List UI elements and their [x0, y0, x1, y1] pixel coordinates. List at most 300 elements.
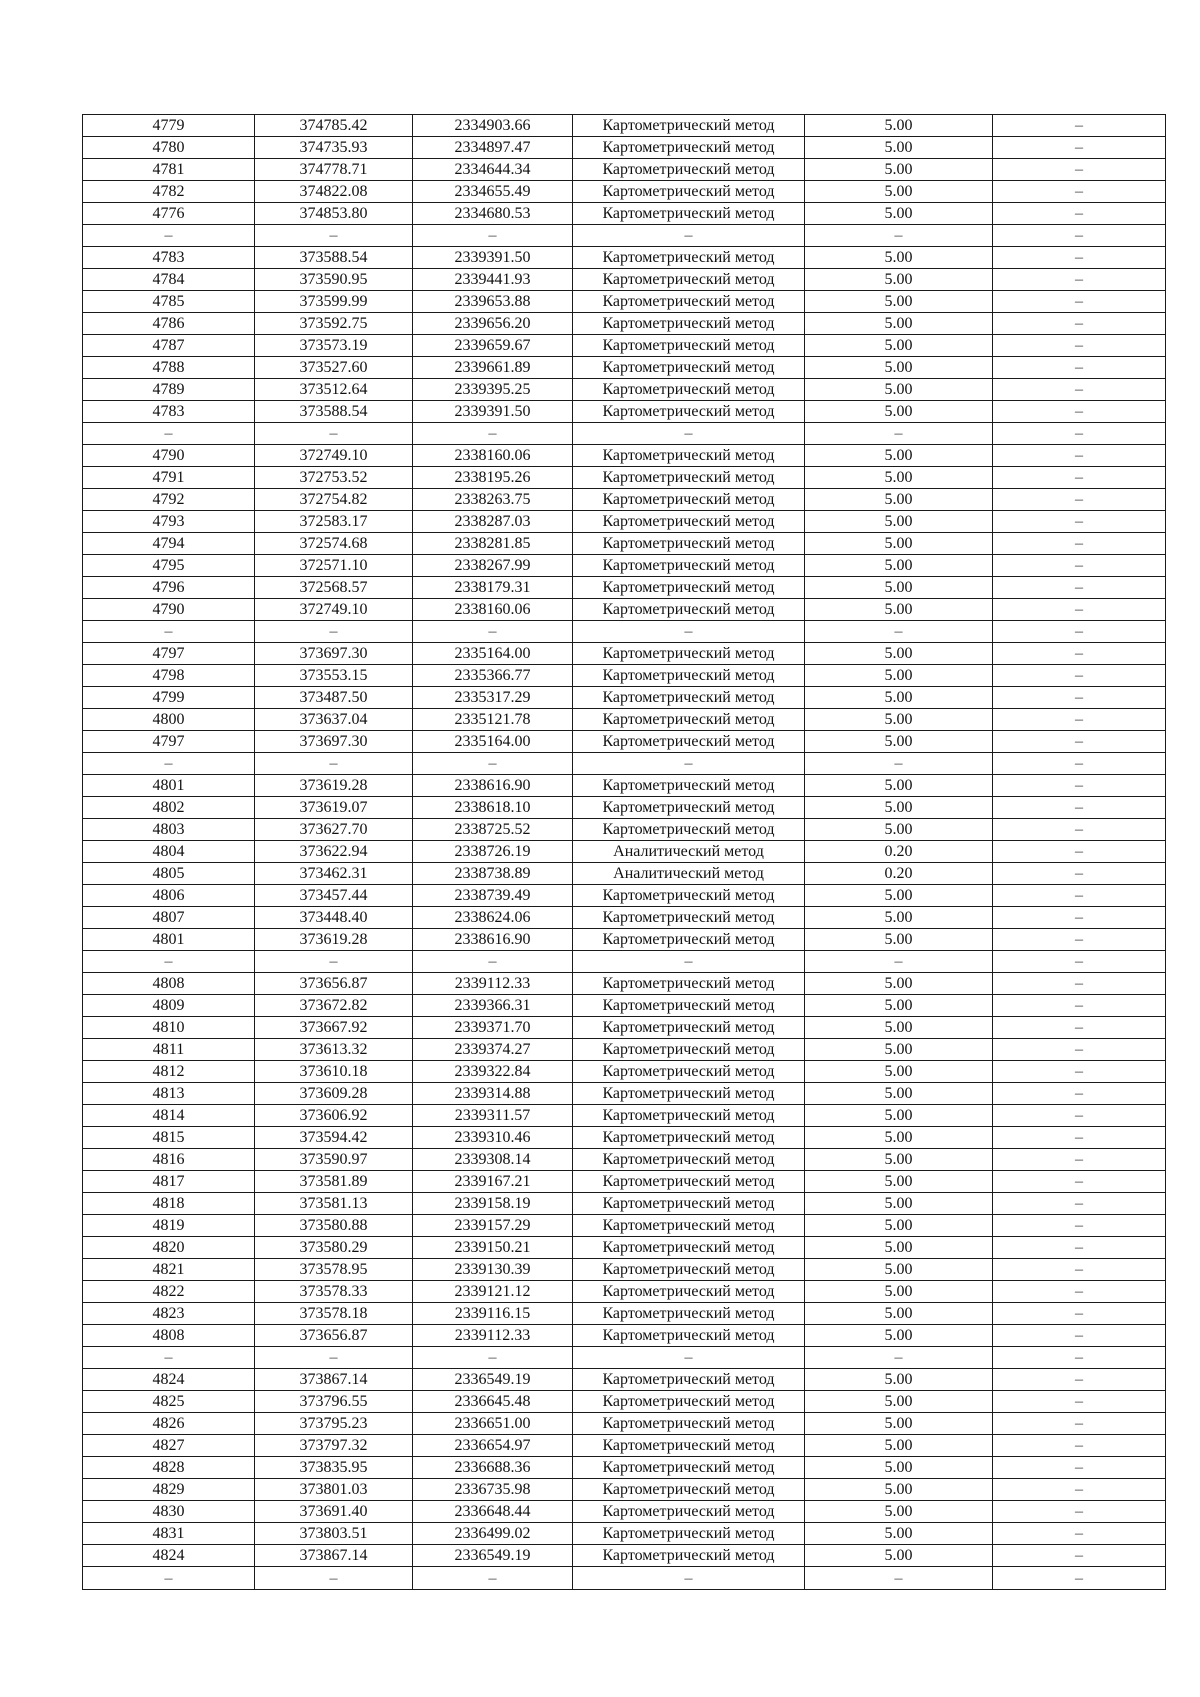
table-row	[83, 489, 1166, 511]
method-cell: –	[573, 951, 805, 973]
description-cell: –	[993, 445, 1166, 467]
separator-row	[83, 225, 1166, 247]
method-cell: Картометрический метод	[573, 577, 805, 599]
accuracy-cell: 5.00	[805, 379, 993, 401]
x-coordinate-cell: 373613.32	[255, 1039, 413, 1061]
method-cell: Картометрический метод	[573, 181, 805, 203]
y-coordinate-cell: 2339130.39	[413, 1259, 573, 1281]
table-row	[83, 973, 1166, 995]
table-row	[83, 1083, 1166, 1105]
x-coordinate-cell: 372749.10	[255, 445, 413, 467]
description-cell: –	[993, 621, 1166, 643]
accuracy-cell: 5.00	[805, 533, 993, 555]
description-cell: –	[993, 665, 1166, 687]
y-coordinate-cell: 2335164.00	[413, 731, 573, 753]
y-coordinate-cell: –	[413, 621, 573, 643]
x-coordinate-cell: 373619.28	[255, 775, 413, 797]
method-cell: Картометрический метод	[573, 401, 805, 423]
x-coordinate-cell: 373609.28	[255, 1083, 413, 1105]
y-coordinate-cell: 2339158.19	[413, 1193, 573, 1215]
accuracy-cell: 5.00	[805, 643, 993, 665]
x-coordinate-cell: 373796.55	[255, 1391, 413, 1413]
accuracy-cell: 5.00	[805, 181, 993, 203]
separator-row	[83, 951, 1166, 973]
table-row	[83, 1325, 1166, 1347]
description-cell: –	[993, 951, 1166, 973]
accuracy-cell: 5.00	[805, 137, 993, 159]
accuracy-cell: 5.00	[805, 819, 993, 841]
x-coordinate-cell: 373573.19	[255, 335, 413, 357]
description-cell: –	[993, 533, 1166, 555]
accuracy-cell: 5.00	[805, 1325, 993, 1347]
accuracy-cell: 5.00	[805, 203, 993, 225]
accuracy-cell: 5.00	[805, 445, 993, 467]
description-cell: –	[993, 401, 1166, 423]
x-coordinate-cell: 373581.13	[255, 1193, 413, 1215]
table-row	[83, 159, 1166, 181]
description-cell: –	[993, 1435, 1166, 1457]
accuracy-cell: 5.00	[805, 467, 993, 489]
y-coordinate-cell: 2336499.02	[413, 1523, 573, 1545]
x-coordinate-cell: 373619.07	[255, 797, 413, 819]
point-number-cell: 4804	[83, 841, 255, 863]
y-coordinate-cell: 2339656.20	[413, 313, 573, 335]
point-number-cell: 4825	[83, 1391, 255, 1413]
accuracy-cell: 0.20	[805, 863, 993, 885]
accuracy-cell: 5.00	[805, 973, 993, 995]
y-coordinate-cell: 2338616.90	[413, 929, 573, 951]
description-cell: –	[993, 1347, 1166, 1369]
method-cell: Картометрический метод	[573, 1083, 805, 1105]
accuracy-cell: 5.00	[805, 775, 993, 797]
description-cell: –	[993, 1083, 1166, 1105]
method-cell: Картометрический метод	[573, 1435, 805, 1457]
description-cell: –	[993, 1523, 1166, 1545]
x-coordinate-cell: 373578.18	[255, 1303, 413, 1325]
x-coordinate-cell: 373462.31	[255, 863, 413, 885]
x-coordinate-cell: 373656.87	[255, 1325, 413, 1347]
method-cell: Картометрический метод	[573, 797, 805, 819]
table-row	[83, 1017, 1166, 1039]
description-cell: –	[993, 1369, 1166, 1391]
y-coordinate-cell: 2338281.85	[413, 533, 573, 555]
x-coordinate-cell: 372568.57	[255, 577, 413, 599]
point-number-cell: 4798	[83, 665, 255, 687]
description-cell: –	[993, 181, 1166, 203]
table-row	[83, 907, 1166, 929]
method-cell: Картометрический метод	[573, 313, 805, 335]
accuracy-cell: 5.00	[805, 335, 993, 357]
method-cell: Картометрический метод	[573, 533, 805, 555]
description-cell: –	[993, 269, 1166, 291]
x-coordinate-cell: 373637.04	[255, 709, 413, 731]
description-cell: –	[993, 379, 1166, 401]
description-cell: –	[993, 797, 1166, 819]
y-coordinate-cell: 2339391.50	[413, 401, 573, 423]
description-cell: –	[993, 1149, 1166, 1171]
y-coordinate-cell: 2339371.70	[413, 1017, 573, 1039]
point-number-cell: 4826	[83, 1413, 255, 1435]
table-row	[83, 1457, 1166, 1479]
x-coordinate-cell: 373606.92	[255, 1105, 413, 1127]
x-coordinate-cell: 373667.92	[255, 1017, 413, 1039]
accuracy-cell: 5.00	[805, 1149, 993, 1171]
table-row	[83, 1413, 1166, 1435]
x-coordinate-cell: 373588.54	[255, 401, 413, 423]
x-coordinate-cell: 373527.60	[255, 357, 413, 379]
x-coordinate-cell: 373594.42	[255, 1127, 413, 1149]
accuracy-cell: 5.00	[805, 1215, 993, 1237]
table-row	[83, 1479, 1166, 1501]
x-coordinate-cell: 372753.52	[255, 467, 413, 489]
coordinates-table	[82, 114, 1166, 1590]
x-coordinate-cell: 372571.10	[255, 555, 413, 577]
method-cell: Аналитический метод	[573, 841, 805, 863]
y-coordinate-cell: 2338624.06	[413, 907, 573, 929]
description-cell: –	[993, 1457, 1166, 1479]
accuracy-cell: 5.00	[805, 159, 993, 181]
point-number-cell: 4828	[83, 1457, 255, 1479]
point-number-cell: 4821	[83, 1259, 255, 1281]
method-cell: Картометрический метод	[573, 1325, 805, 1347]
accuracy-cell: 5.00	[805, 1083, 993, 1105]
x-coordinate-cell: 373610.18	[255, 1061, 413, 1083]
point-number-cell: 4812	[83, 1061, 255, 1083]
y-coordinate-cell: 2334644.34	[413, 159, 573, 181]
method-cell: Картометрический метод	[573, 445, 805, 467]
point-number-cell: 4800	[83, 709, 255, 731]
point-number-cell: 4816	[83, 1149, 255, 1171]
description-cell: –	[993, 203, 1166, 225]
x-coordinate-cell: 374853.80	[255, 203, 413, 225]
method-cell: Картометрический метод	[573, 885, 805, 907]
x-coordinate-cell: 373588.54	[255, 247, 413, 269]
description-cell: –	[993, 775, 1166, 797]
y-coordinate-cell: 2339112.33	[413, 1325, 573, 1347]
accuracy-cell: 5.00	[805, 291, 993, 313]
description-cell: –	[993, 819, 1166, 841]
method-cell: Картометрический метод	[573, 269, 805, 291]
method-cell: Картометрический метод	[573, 1127, 805, 1149]
y-coordinate-cell: 2339121.12	[413, 1281, 573, 1303]
point-number-cell: 4797	[83, 731, 255, 753]
point-number-cell: 4793	[83, 511, 255, 533]
point-number-cell: –	[83, 1567, 255, 1590]
table-row	[83, 1501, 1166, 1523]
point-number-cell: 4794	[83, 533, 255, 555]
y-coordinate-cell: 2335164.00	[413, 643, 573, 665]
method-cell: Картометрический метод	[573, 511, 805, 533]
accuracy-cell: 5.00	[805, 731, 993, 753]
table-row	[83, 379, 1166, 401]
description-cell: –	[993, 687, 1166, 709]
accuracy-cell: 5.00	[805, 995, 993, 1017]
x-coordinate-cell: 373553.15	[255, 665, 413, 687]
accuracy-cell: –	[805, 753, 993, 775]
x-coordinate-cell: 373590.97	[255, 1149, 413, 1171]
y-coordinate-cell: 2339441.93	[413, 269, 573, 291]
accuracy-cell: 5.00	[805, 1523, 993, 1545]
description-cell: –	[993, 1215, 1166, 1237]
x-coordinate-cell: 373619.28	[255, 929, 413, 951]
accuracy-cell: 5.00	[805, 1127, 993, 1149]
x-coordinate-cell: 374778.71	[255, 159, 413, 181]
accuracy-cell: 5.00	[805, 1479, 993, 1501]
y-coordinate-cell: 2338267.99	[413, 555, 573, 577]
description-cell: –	[993, 753, 1166, 775]
point-number-cell: 4817	[83, 1171, 255, 1193]
description-cell: –	[993, 247, 1166, 269]
table-row	[83, 1391, 1166, 1413]
table-row	[83, 467, 1166, 489]
accuracy-cell: 5.00	[805, 1061, 993, 1083]
description-cell: –	[993, 995, 1166, 1017]
table-row	[83, 269, 1166, 291]
y-coordinate-cell: –	[413, 753, 573, 775]
y-coordinate-cell: 2336645.48	[413, 1391, 573, 1413]
description-cell: –	[993, 335, 1166, 357]
point-number-cell: 4818	[83, 1193, 255, 1215]
method-cell: Картометрический метод	[573, 1391, 805, 1413]
description-cell: –	[993, 643, 1166, 665]
description-cell: –	[993, 929, 1166, 951]
x-coordinate-cell: 372583.17	[255, 511, 413, 533]
y-coordinate-cell: 2339661.89	[413, 357, 573, 379]
y-coordinate-cell: 2338616.90	[413, 775, 573, 797]
table-row	[83, 357, 1166, 379]
table-row	[83, 1237, 1166, 1259]
x-coordinate-cell: 373672.82	[255, 995, 413, 1017]
accuracy-cell: 5.00	[805, 1281, 993, 1303]
x-coordinate-cell: 373835.95	[255, 1457, 413, 1479]
y-coordinate-cell: 2336549.19	[413, 1545, 573, 1567]
y-coordinate-cell: 2339150.21	[413, 1237, 573, 1259]
point-number-cell: 4827	[83, 1435, 255, 1457]
description-cell: –	[993, 1567, 1166, 1590]
separator-row	[83, 1567, 1166, 1590]
y-coordinate-cell: 2336688.36	[413, 1457, 573, 1479]
accuracy-cell: –	[805, 621, 993, 643]
accuracy-cell: –	[805, 423, 993, 445]
method-cell: Картометрический метод	[573, 665, 805, 687]
method-cell: Картометрический метод	[573, 159, 805, 181]
description-cell: –	[993, 885, 1166, 907]
x-coordinate-cell: 373691.40	[255, 1501, 413, 1523]
y-coordinate-cell: 2335366.77	[413, 665, 573, 687]
y-coordinate-cell: 2339311.57	[413, 1105, 573, 1127]
table-row	[83, 995, 1166, 1017]
accuracy-cell: 5.00	[805, 357, 993, 379]
point-number-cell: 4781	[83, 159, 255, 181]
table-row	[83, 797, 1166, 819]
method-cell: Картометрический метод	[573, 1193, 805, 1215]
y-coordinate-cell: 2334680.53	[413, 203, 573, 225]
point-number-cell: 4780	[83, 137, 255, 159]
y-coordinate-cell: 2339374.27	[413, 1039, 573, 1061]
method-cell: Картометрический метод	[573, 995, 805, 1017]
x-coordinate-cell: 373697.30	[255, 731, 413, 753]
description-cell: –	[993, 1325, 1166, 1347]
x-coordinate-cell: 374822.08	[255, 181, 413, 203]
description-cell: –	[993, 1413, 1166, 1435]
point-number-cell: 4801	[83, 775, 255, 797]
method-cell: Картометрический метод	[573, 137, 805, 159]
method-cell: Картометрический метод	[573, 973, 805, 995]
x-coordinate-cell: 373457.44	[255, 885, 413, 907]
y-coordinate-cell: 2339308.14	[413, 1149, 573, 1171]
point-number-cell: 4815	[83, 1127, 255, 1149]
table-row	[83, 203, 1166, 225]
y-coordinate-cell: 2334897.47	[413, 137, 573, 159]
description-cell: –	[993, 291, 1166, 313]
description-cell: –	[993, 709, 1166, 731]
description-cell: –	[993, 1259, 1166, 1281]
description-cell: –	[993, 731, 1166, 753]
x-coordinate-cell: 373512.64	[255, 379, 413, 401]
x-coordinate-cell: 373627.70	[255, 819, 413, 841]
table-row	[83, 511, 1166, 533]
x-coordinate-cell: 374735.93	[255, 137, 413, 159]
accuracy-cell: 5.00	[805, 1391, 993, 1413]
description-cell: –	[993, 1039, 1166, 1061]
x-coordinate-cell: 372749.10	[255, 599, 413, 621]
description-cell: –	[993, 863, 1166, 885]
y-coordinate-cell: –	[413, 225, 573, 247]
y-coordinate-cell: 2339116.15	[413, 1303, 573, 1325]
table-row	[83, 533, 1166, 555]
table-row	[83, 1039, 1166, 1061]
y-coordinate-cell: 2338725.52	[413, 819, 573, 841]
x-coordinate-cell: 373656.87	[255, 973, 413, 995]
accuracy-cell: 5.00	[805, 247, 993, 269]
y-coordinate-cell: –	[413, 1567, 573, 1590]
x-coordinate-cell: 373592.75	[255, 313, 413, 335]
x-coordinate-cell: 373622.94	[255, 841, 413, 863]
table-row	[83, 1281, 1166, 1303]
point-number-cell: 4788	[83, 357, 255, 379]
description-cell: –	[993, 467, 1166, 489]
description-cell: –	[993, 1193, 1166, 1215]
x-coordinate-cell: 373578.95	[255, 1259, 413, 1281]
y-coordinate-cell: 2334903.66	[413, 115, 573, 137]
y-coordinate-cell: 2339167.21	[413, 1171, 573, 1193]
method-cell: –	[573, 1567, 805, 1590]
description-cell: –	[993, 1391, 1166, 1413]
y-coordinate-cell: 2338195.26	[413, 467, 573, 489]
description-cell: –	[993, 599, 1166, 621]
method-cell: Картометрический метод	[573, 599, 805, 621]
description-cell: –	[993, 225, 1166, 247]
accuracy-cell: 5.00	[805, 907, 993, 929]
method-cell: Картометрический метод	[573, 1061, 805, 1083]
accuracy-cell: 5.00	[805, 577, 993, 599]
accuracy-cell: 5.00	[805, 687, 993, 709]
y-coordinate-cell: –	[413, 1347, 573, 1369]
table-row	[83, 1061, 1166, 1083]
table-row	[83, 1105, 1166, 1127]
x-coordinate-cell: –	[255, 1567, 413, 1590]
x-coordinate-cell: –	[255, 423, 413, 445]
x-coordinate-cell: 372754.82	[255, 489, 413, 511]
table-row	[83, 181, 1166, 203]
accuracy-cell: 5.00	[805, 885, 993, 907]
method-cell: Картометрический метод	[573, 1017, 805, 1039]
y-coordinate-cell: 2338160.06	[413, 599, 573, 621]
y-coordinate-cell: 2335121.78	[413, 709, 573, 731]
point-number-cell: 4803	[83, 819, 255, 841]
y-coordinate-cell: 2338726.19	[413, 841, 573, 863]
point-number-cell: 4809	[83, 995, 255, 1017]
method-cell: Картометрический метод	[573, 1039, 805, 1061]
y-coordinate-cell: 2339391.50	[413, 247, 573, 269]
table-row	[83, 1171, 1166, 1193]
separator-row	[83, 753, 1166, 775]
point-number-cell: 4790	[83, 599, 255, 621]
method-cell: Картометрический метод	[573, 1215, 805, 1237]
y-coordinate-cell: 2338160.06	[413, 445, 573, 467]
point-number-cell: 4799	[83, 687, 255, 709]
point-number-cell: 4791	[83, 467, 255, 489]
point-number-cell: 4813	[83, 1083, 255, 1105]
accuracy-cell: 5.00	[805, 555, 993, 577]
description-cell: –	[993, 555, 1166, 577]
description-cell: –	[993, 357, 1166, 379]
accuracy-cell: 5.00	[805, 709, 993, 731]
description-cell: –	[993, 577, 1166, 599]
point-number-cell: 4811	[83, 1039, 255, 1061]
description-cell: –	[993, 1545, 1166, 1567]
point-number-cell: 4805	[83, 863, 255, 885]
y-coordinate-cell: 2336654.97	[413, 1435, 573, 1457]
accuracy-cell: 5.00	[805, 1303, 993, 1325]
description-cell: –	[993, 1303, 1166, 1325]
separator-row	[83, 423, 1166, 445]
point-number-cell: 4783	[83, 401, 255, 423]
description-cell: –	[993, 1171, 1166, 1193]
x-coordinate-cell: 373590.95	[255, 269, 413, 291]
table-row	[83, 687, 1166, 709]
y-coordinate-cell: 2336648.44	[413, 1501, 573, 1523]
description-cell: –	[993, 1501, 1166, 1523]
method-cell: Картометрический метод	[573, 929, 805, 951]
table-row	[83, 115, 1166, 137]
method-cell: Картометрический метод	[573, 379, 805, 401]
accuracy-cell: 5.00	[805, 1545, 993, 1567]
point-number-cell: 4829	[83, 1479, 255, 1501]
point-number-cell: 4831	[83, 1523, 255, 1545]
method-cell: Картометрический метод	[573, 115, 805, 137]
method-cell: Картометрический метод	[573, 731, 805, 753]
description-cell: –	[993, 1479, 1166, 1501]
table-row	[83, 841, 1166, 863]
description-cell: –	[993, 1105, 1166, 1127]
y-coordinate-cell: 2339395.25	[413, 379, 573, 401]
table-row	[83, 1435, 1166, 1457]
x-coordinate-cell: 373795.23	[255, 1413, 413, 1435]
x-coordinate-cell: 373580.88	[255, 1215, 413, 1237]
point-number-cell: 4822	[83, 1281, 255, 1303]
accuracy-cell: 5.00	[805, 797, 993, 819]
method-cell: Картометрический метод	[573, 643, 805, 665]
accuracy-cell: 5.00	[805, 599, 993, 621]
table-row	[83, 1523, 1166, 1545]
y-coordinate-cell: 2339653.88	[413, 291, 573, 313]
point-number-cell: 4807	[83, 907, 255, 929]
description-cell: –	[993, 1017, 1166, 1039]
table-row	[83, 599, 1166, 621]
description-cell: –	[993, 841, 1166, 863]
accuracy-cell: 5.00	[805, 1193, 993, 1215]
